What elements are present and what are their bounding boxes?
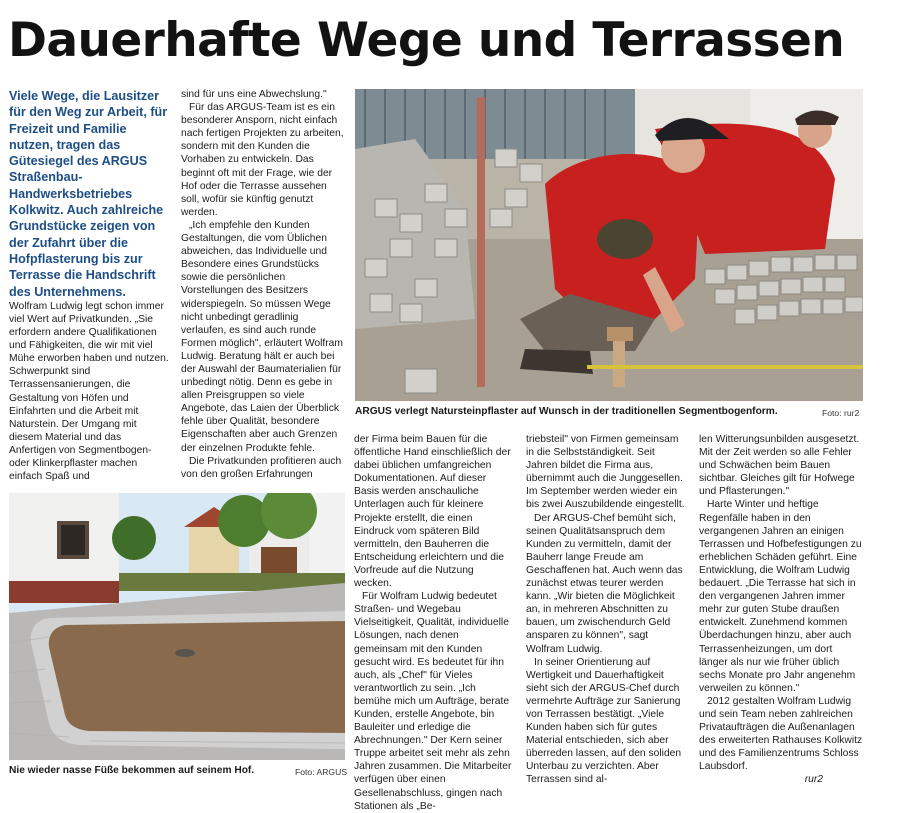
body-paragraph: Harte Winter und heftige Regenfälle haben in den vergangenen Jahren an einigen Terrassen und Hofbefestigungen zu erheblichen Schäden geführt. Eine Entwicklung, die Wolfram Ludwig bedauert. „Die Terrasse hat sich in den vergangenen Jahren immer mehr zur guten Stube draußen entwickelt. Zunehmend kommen Überdachungen hinzu, aber auch Terrassenheizungen, um dort länger als nur wie früher üblich sechs Monate pro Jahr angenehm verweilen zu können."	[699, 499, 862, 694]
author-byline: rur2	[804, 774, 823, 786]
column-4	[526, 433, 688, 787]
body-paragraph: „Ich empfehle den Kunden Gestaltungen, die vom Üblichen abweichen, das Individuelle und Besondere eines Grundstücks sowie die persönlichen Vorstellungen des Besitzers widerspiegeln. So müssen Wege nicht unbedingt geradlinig verlaufen, es sind auch runde Formen möglich", erläutert Wolfram Ludwig. Beratung hält er auch bei der Auswahl der Baumaterialien für unbedingt nötig. Denn es gebe in allen Preisgruppen so viele Angebote, das Laien der Überblick fehle über Qualität, besondere Eigenschaften aber auch Grenzen der einzelnen Produkte fehle.	[181, 219, 343, 454]
body-paragraph: Für das ARGUS-Team ist es ein besonderer Ansporn, nicht einfach nach fertigen Projekten zu arbeiten, sondern mit den Kunden die Vorhaben zu entwickeln. Das beginnt oft mit der Frage, wie der Hof oder die Terrasse aussehen soll, wofür sie künftig genutzt werden.	[181, 102, 344, 218]
photo-caption-top: ARGUS verlegt Natursteinpflaster auf Wunsch in der traditionellen Segmentbogenform.	[355, 406, 778, 417]
body-paragraph: Die Privatkunden profitieren auch von den großen Erfahrungen	[181, 455, 342, 480]
photo-credit-top: Foto: rur2	[822, 408, 860, 418]
body-paragraph: triebsteil" von Firmen gemeinsam in die Selbstständigkeit. Seit Jahren bildet die Firma aus, übernimmt auch die Junggesellen. Im September werden wieder ein bis zwei Auszubildende eingestellt.	[526, 434, 685, 511]
column-5	[699, 433, 863, 787]
column-2	[181, 88, 344, 481]
body-paragraph: Für Wolfram Ludwig bedeutet Straßen- und Wegebau Vielseitigkeit, Qualität, individuelle Lösungen, nach denen gemeinsam mit den Kunden gesucht wird. Es bedeutet für ihn auch, als „Chef" für Vieles verantwortlich zu sein. „Ich bemühe mich um Aufträge, berate Kunden, erstelle Angebote, bin Bauleiter und erledige die Abrechnungen." Der Kern seiner Truppe arbeitet seit mehr als zehn Jahren zusammen. Die Mitarbeiter verfügen über einen Gesellenabschluss, gingen nach Stationen als „Be-	[354, 591, 512, 812]
body-paragraph: sind für uns eine Abwechslung."	[181, 89, 327, 100]
body-paragraph: Wolfram Ludwig legt schon immer viel Wert auf Privatkunden. „Sie erfordern andere Qualifikationen und Fähigkeiten, die wir mit viel Mühe erworben haben und nutzen. Schwerpunkt sind Terrassensanierungen, die Gestaltung von Höfen und Einfahrten und die Arbeit mit Naturstein. Der Umgang mit diesem Material und das Anfertigen von Segmentbogen- oder Klinkerpflaster machen einfach Spaß und	[9, 300, 169, 483]
column-3	[354, 433, 514, 813]
lead-paragraph: Viele Wege, die Lausitzer für den Weg zur Arbeit, für Freizeit und Familie nutzen, tragen das Gütesiegel des ARGUS Straßenbau-Handwerksbetriebes Kolkwitz. Auch zahlreiche Grundstücke zeigen von der Zufahrt über die Hofpflasterung bis zur Terrasse die Handschrift des Unternehmens.	[9, 89, 168, 299]
photo-credit-bottom: Foto: ARGUS	[295, 767, 348, 777]
photo-caption-bottom: Nie wieder nasse Füße bekommen auf seinem Hof.	[9, 765, 255, 776]
column-1	[9, 88, 169, 483]
headline: Dauerhafte Wege und Terrassen	[8, 13, 845, 68]
body-paragraph: len Witterungsunbilden ausgesetzt. Mit der Zeit werden so alle Fehler und Schwächen beim Bauen sichtbar. Gleiches gilt für Hofwege und Pflasterungen."	[699, 434, 860, 498]
body-paragraph: der Firma beim Bauen für die öffentliche Hand einschließlich der dabei üblichen umfangreichen Dokumentationen. Auf dieser Basis werden anschauliche Unterlagen auch für kleinere Projekte erstellt, die einen Eindruck vom späteren Bild vermitteln, den Bauherren die Entscheidung erleichtern und die Vorfreude auf die Nutzung wecken.	[354, 434, 511, 590]
body-paragraph: Der ARGUS-Chef bemüht sich, seinen Qualitätsanspruch dem Kunden zu vermitteln, damit der Bauherr lange Freude am Geschaffenen hat. Auch wenn das zunächst etwas teurer werden kann. „Wir bieten die Möglichkeit an, in mehreren Abschnitten zu bauen, um zwischendurch Geld ansparen zu können", sagt Wolfram Ludwig.	[526, 512, 683, 655]
body-paragraph: In seiner Orientierung auf Wertigkeit und Dauerhaftigkeit sieht sich der ARGUS-Chef durch vermehrte Aufträge zur Sanierung von Terrassen bestätigt. „Viele Kunden haben sich für gutes Material entschieden, sich aber überreden lassen, auf den soliden Unterbau zu verzichten. Aber Terrassen sind al-	[526, 656, 682, 786]
body-paragraph: 2012 gestalten Wolfram Ludwig und sein Team neben zahlreichen Privataufträgen die Außenanlagen des erweiterten Rathauses Kolkwitz und des Familienzentrums Schloss Laubsdorf.	[699, 695, 863, 773]
photo-paved-courtyard	[9, 493, 345, 760]
photo-workers-paving	[355, 89, 863, 401]
